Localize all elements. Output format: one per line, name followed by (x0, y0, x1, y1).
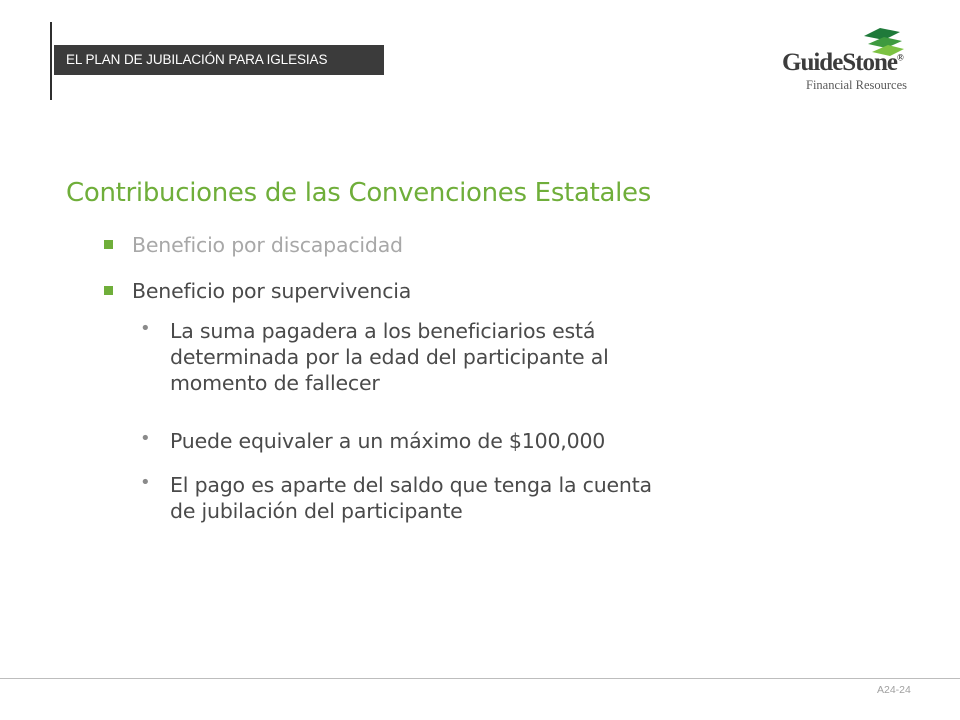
sub-bullet-line: de jubilación del participante (170, 499, 463, 523)
slide-title: Contribuciones de las Convenciones Estatales (66, 178, 651, 208)
bullet-square-icon (104, 240, 113, 249)
bullet-square-icon (104, 286, 113, 295)
bullet-dot-icon: • (140, 318, 151, 339)
bullet-dot-icon: • (140, 472, 151, 493)
sub-bullet-line: La suma pagadera a los beneficiarios está (170, 319, 596, 343)
logo-subtitle: Financial Resources (806, 78, 908, 92)
sub-bullet-line: Puede equivaler a un máximo de $100,000 (170, 429, 606, 453)
bullet-text: Beneficio por discapacidad (132, 233, 403, 257)
bullet-dot-icon: • (140, 428, 151, 449)
sub-bullet-text (170, 318, 609, 396)
header-divider-line (50, 22, 52, 100)
header-banner: EL PLAN DE JUBILACIÓN PARA IGLESIAS (54, 45, 384, 75)
sub-bullet-text (170, 428, 605, 454)
sub-bullet-line: determinada por la edad del participante al (170, 345, 609, 369)
logo-wordmark: GuideStone® (782, 49, 904, 76)
sub-bullet-line: momento de fallecer (170, 371, 380, 395)
sub-bullet-line: El pago es aparte del saldo que tenga la cuenta (170, 473, 652, 497)
sub-bullet-text (170, 472, 652, 524)
bullet-text: Beneficio por supervivencia (132, 279, 412, 303)
guidestone-logo (776, 20, 926, 100)
footer-divider (0, 678, 960, 679)
page-number: A24-24 (877, 684, 911, 696)
